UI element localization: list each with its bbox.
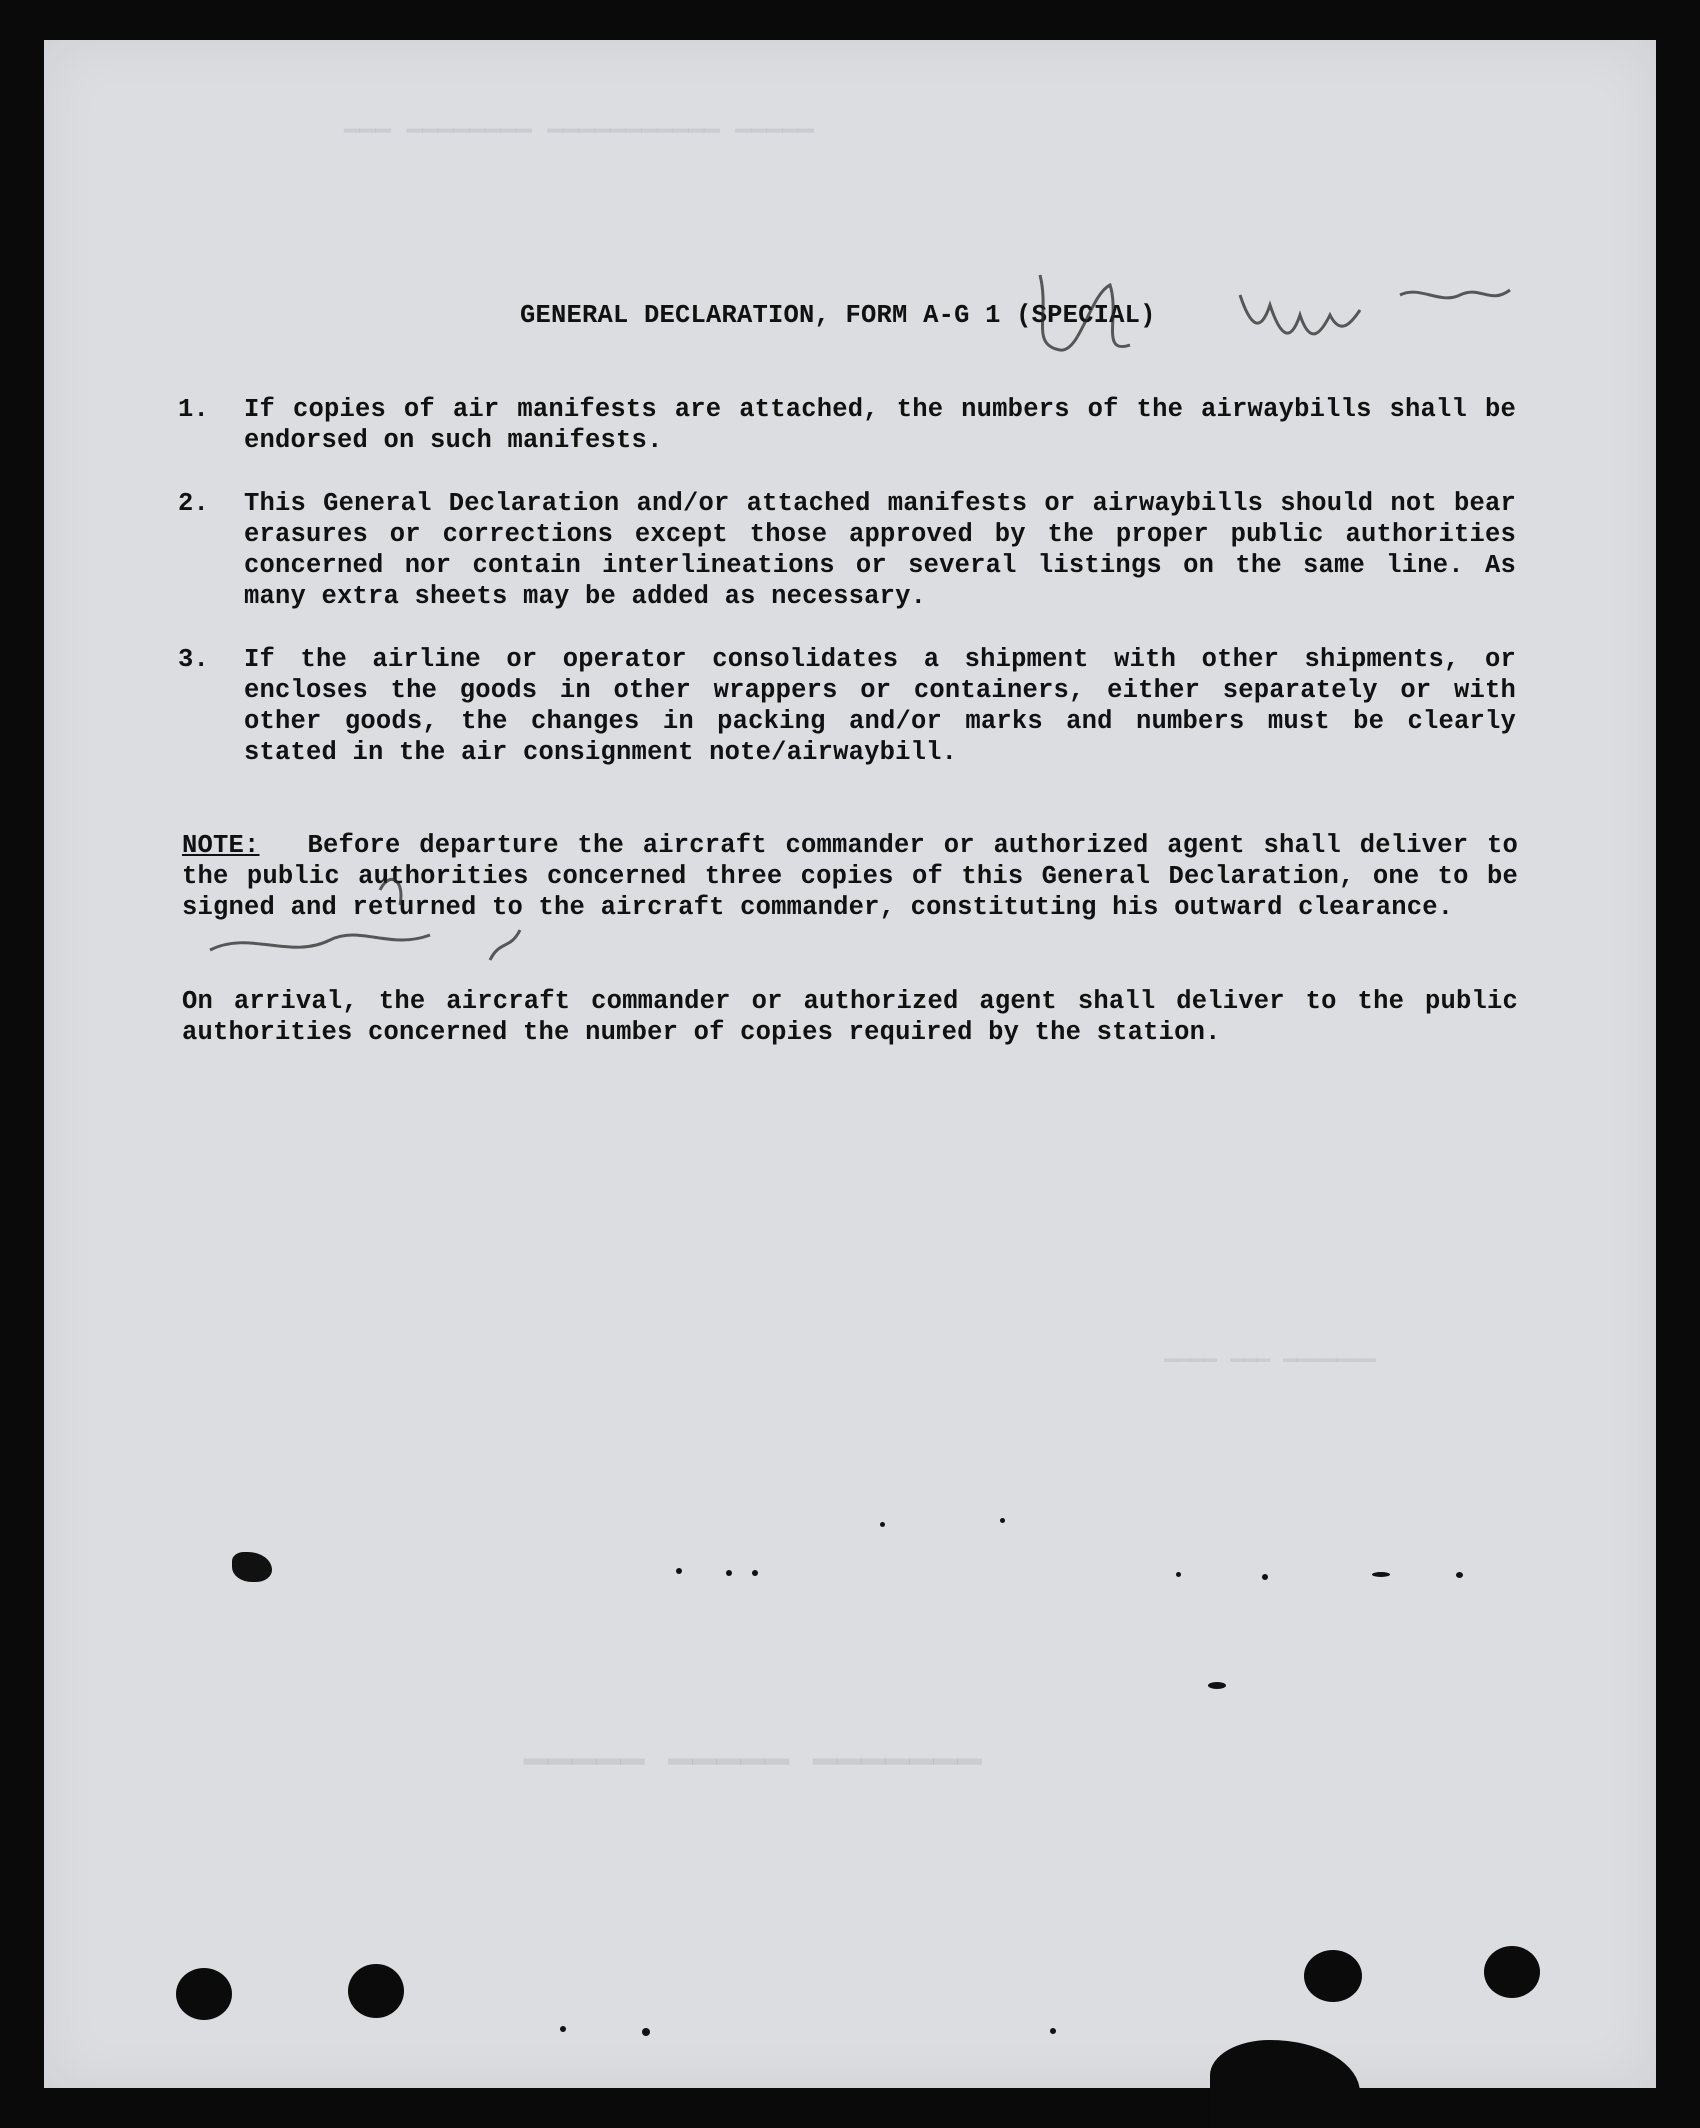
bleed-through-text: ▔▔▔▔▔ ▔▔▔▔▔ ▔▔▔▔▔▔▔: [524, 1760, 982, 1806]
ink-speck: [726, 1570, 732, 1576]
bleed-through-text: ▔▔▔ ▔▔▔▔▔▔▔▔ ▔▔▔▔▔▔▔▔▔▔▔ ▔▔▔▔▔: [344, 130, 814, 160]
ink-speck: [1050, 2028, 1056, 2034]
ink-speck: [1456, 1572, 1463, 1578]
item-number: 2.: [178, 489, 210, 518]
ink-speck: [752, 1570, 758, 1576]
arrival-paragraph: On arrival, the aircraft commander or authorized agent shall deliver to the public authorities concerned the number of copies required by the station.: [182, 987, 1518, 1047]
punch-hole: [176, 1968, 232, 2020]
handwritten-scribble: [1020, 255, 1540, 375]
ink-speck: [1372, 1572, 1390, 1577]
page-title: GENERAL DECLARATION, FORM A-G 1 (SPECIAL): [520, 301, 1156, 330]
item-text: If copies of air manifests are attached, the numbers of the airwaybills shall be endorsed on such manifests.: [244, 395, 1516, 455]
ink-speck: [642, 2028, 650, 2036]
item-number: 3.: [178, 645, 210, 674]
note-text: Before departure the aircraft commander or authorized agent shall deliver to the public authorities concerned three copies of this General Declaration, one to be signed and returned to the aircraft commander, constituting his outward clearance.: [182, 831, 1518, 922]
ink-speck: [1208, 1682, 1226, 1689]
ink-speck: [1176, 1572, 1181, 1577]
ink-speck: [1262, 1574, 1268, 1580]
item-number: 1.: [178, 395, 210, 424]
punch-hole: [1304, 1950, 1362, 2002]
punch-hole: [1484, 1946, 1540, 1998]
punch-hole: [348, 1964, 404, 2018]
ink-speck: [880, 1522, 885, 1527]
handwritten-scribble: [190, 850, 570, 980]
item-text: This General Declaration and/or attached manifests or airwaybills should not bear erasures or corrections except those approved by the proper public authorities concerned nor contain interlineations or several listings on the same line. As many extra sheets may be added as necessary.: [244, 489, 1516, 611]
ink-speck: [676, 1568, 682, 1574]
item-text: If the airline or operator consolidates a shipment with other shipments, or encloses the goods in other wrappers or containers, either separately or with other goods, the changes in packing and/or marks and numbers must be clearly stated in the air consignment note/airwaybill.: [244, 645, 1516, 767]
note-label: NOTE:: [182, 831, 260, 860]
bleed-through-text: ▔▔▔▔ ▔▔▔ ▔▔▔▔▔▔▔: [1164, 1360, 1376, 1385]
ink-speck: [560, 2026, 566, 2032]
ink-speck: [1000, 1518, 1005, 1523]
